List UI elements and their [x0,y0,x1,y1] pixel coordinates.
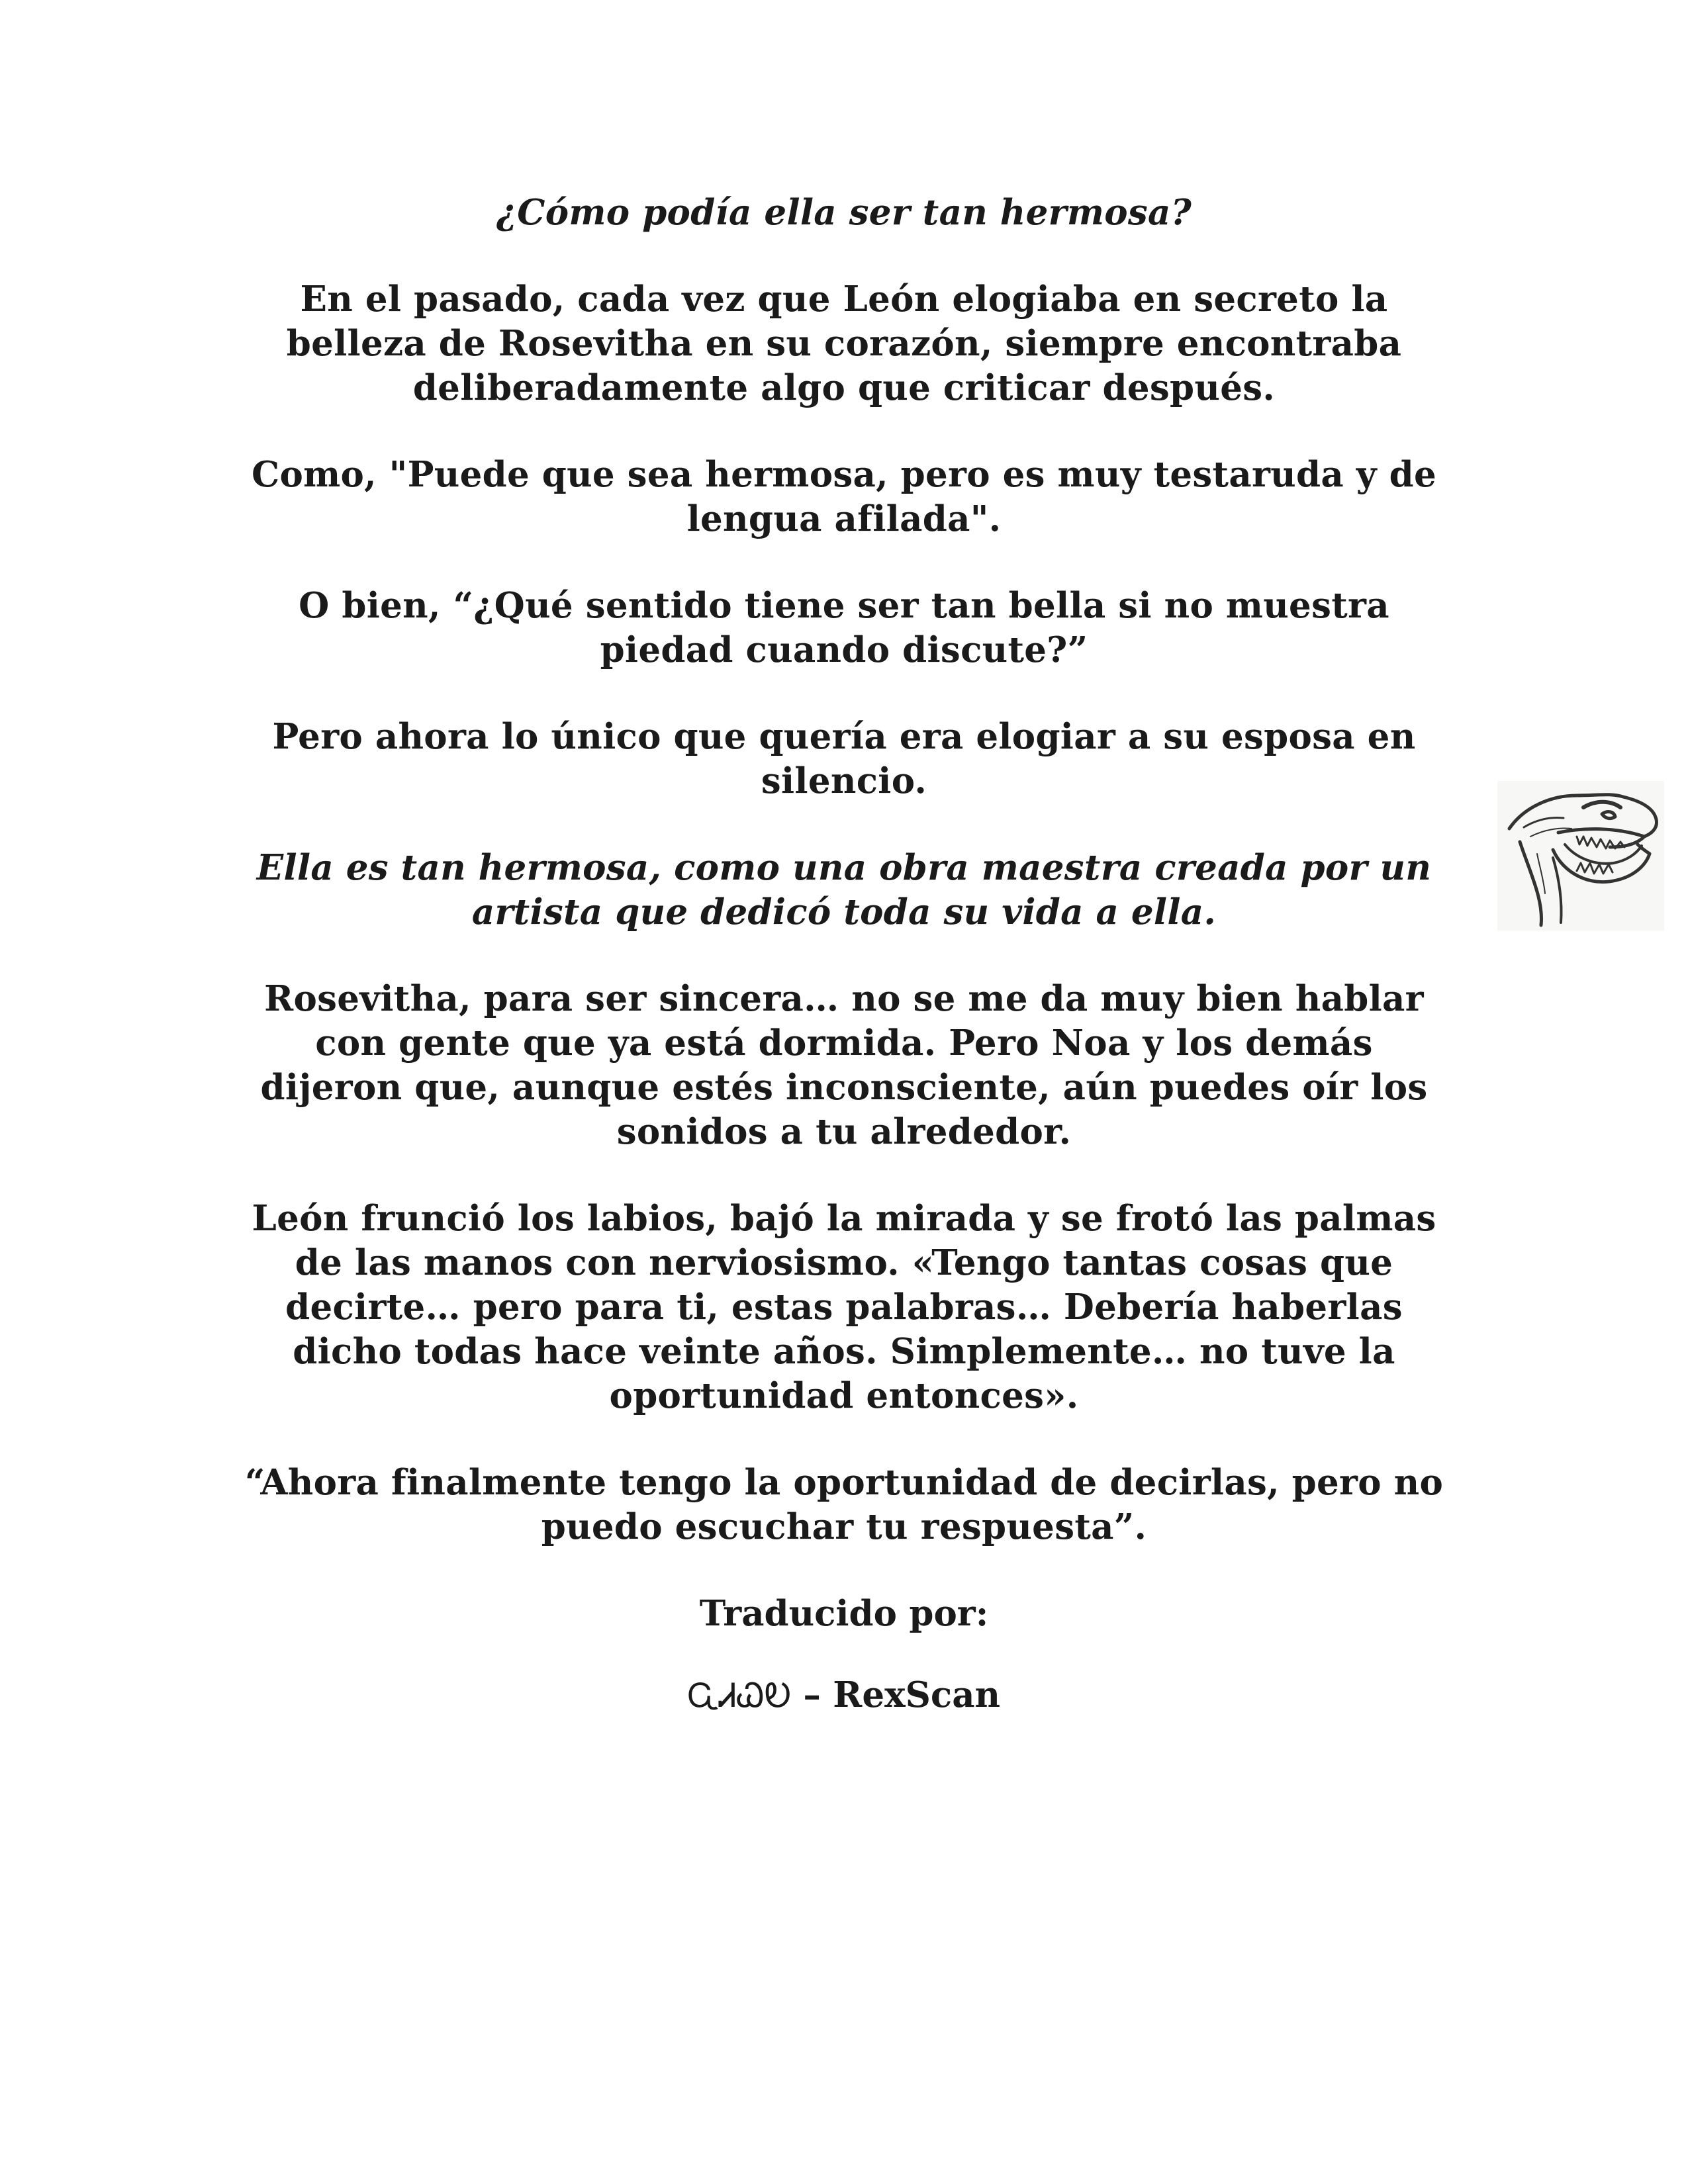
translator-handle: ᏩᏗᏇᎧ [687,1676,791,1715]
dinosaur-head-sketch-icon [1497,781,1664,931]
paragraph-4: O bien, “¿Qué sentido tiene ser tan bella si no muestra piedad cuando discute?” [299,585,1389,670]
paragraph-2: En el pasado, cada vez que León elogiaba en secreto la belleza de Rosevitha en su corazón, siempre encontraba deliberadamente algo que criticar después. [286,279,1402,408]
credits-line [238,1673,1450,1718]
paragraph-8: León frunció los labios, bajó la mirada y se frotó las palmas de las manos con nerviosismo. «Tengo tantas cosas que decirte… pero para ti, estas palabras… Debería haberlas dicho todas hace veinte años. Simplemente… no tuve la oportunidad entonces». [252,1198,1436,1416]
scanlation-group: RexScan [833,1674,1001,1715]
paragraph-7: Rosevitha, para ser sincera… no se me da muy bien hablar con gente que ya está dormida. Pero Noa y los demás dijeron que, aunque estés inconsciente, aún puedes oír los sonidos a tu alrededor. [260,978,1428,1152]
paragraph-9: “Ahora finalmente tengo la oportunidad de decirlas, pero no puedo escuchar tu respuesta”. [244,1462,1444,1547]
credits-label: Traducido por: [699,1593,989,1634]
paragraph-5: Pero ahora lo único que quería era elogiar a su esposa en silencio. [272,716,1416,801]
paragraph-1: ¿Cómo podía ella ser tan hermosa? [496,192,1192,233]
paragraph-3: Como, "Puede que sea hermosa, pero es muy testaruda y de lengua afilada". [252,454,1436,539]
document-body [238,191,1450,1718]
credits-separator: – [803,1674,821,1715]
paragraph-6: Ella es tan hermosa, como una obra maestra creada por un artista que dedicó toda su vida a ella. [256,847,1432,933]
